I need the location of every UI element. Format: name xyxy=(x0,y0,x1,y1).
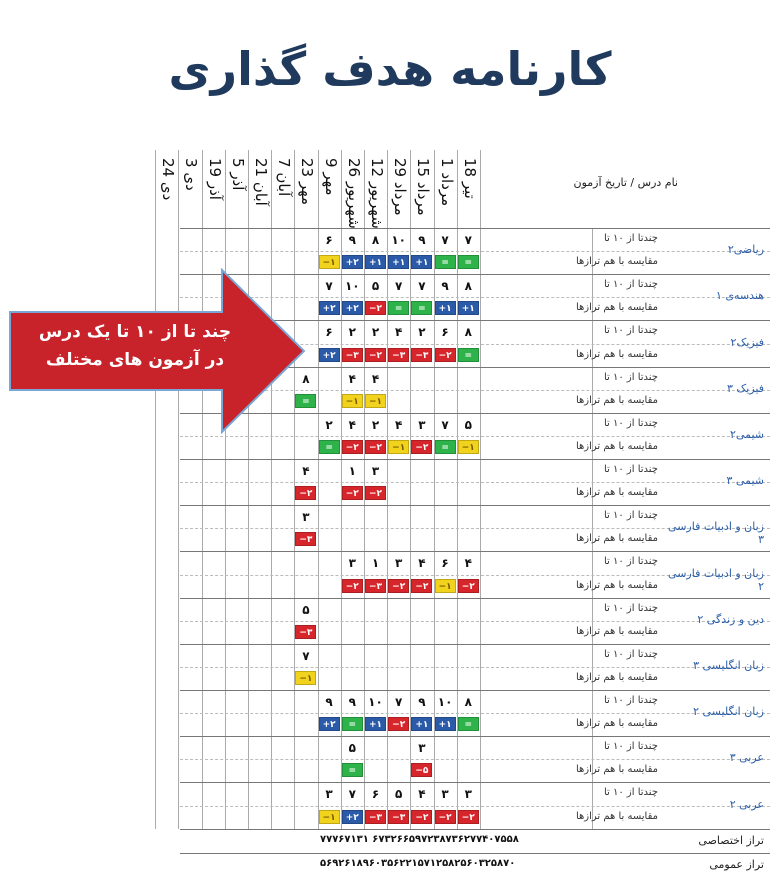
score-cell: ۶ xyxy=(325,233,333,247)
compare-badge: +۱ xyxy=(411,255,432,269)
compare-badge: −۳ xyxy=(295,532,316,546)
compare-badge: +۲ xyxy=(319,301,340,315)
footer-label: تراز اختصاصی xyxy=(698,833,764,847)
score-cell: ۳ xyxy=(418,417,426,432)
compare-row-label: مقایسه با هم ترازها xyxy=(575,487,658,499)
score-row-label: چندتا از ۱۰ تا xyxy=(603,602,658,614)
score-cell: ۱۰ xyxy=(391,233,407,247)
score-cell: ۴ xyxy=(371,371,380,386)
page-title: کارنامه هدف گذاری xyxy=(168,42,612,96)
footer-separator xyxy=(180,829,770,830)
compare-badge: = xyxy=(458,717,479,731)
score-cell: ۱ xyxy=(348,464,356,478)
footer-value: ۵۶۹۲۶۱۸۹۶۰۳۵۶۲۲۱۵۷۱۲۵۸۲۵۶۰۳۲۵۸۷۰ xyxy=(320,857,516,869)
subject-name[interactable]: شیمی ۳ xyxy=(726,474,764,488)
score-cell: ۶ xyxy=(371,787,380,802)
score-cell: ۷ xyxy=(302,648,310,663)
column-header-label: مهر 9 xyxy=(321,158,340,196)
compare-badge: = xyxy=(388,301,409,315)
subject-name[interactable]: شیمی۲ xyxy=(730,427,764,441)
score-cell: ۶ xyxy=(325,325,333,340)
column-header-label: آبان 7 xyxy=(275,158,294,197)
score-cell: ۸ xyxy=(464,279,472,294)
column-header-label: شهریور 12 xyxy=(368,158,386,229)
score-cell: ۳ xyxy=(395,556,403,571)
compare-badge: −۲ xyxy=(365,440,386,454)
row-separator xyxy=(180,551,770,552)
compare-badge: −۱ xyxy=(295,671,316,685)
callout-text xyxy=(20,318,250,374)
subject-name[interactable]: عربی ۳ xyxy=(729,751,764,765)
score-cell: ۹ xyxy=(348,695,356,709)
score-cell: ۴ xyxy=(464,556,472,571)
score-cell: ۹ xyxy=(418,695,426,709)
score-cell: ۳ xyxy=(348,556,356,571)
score-cell: ۹ xyxy=(441,279,449,294)
compare-badge: −۲ xyxy=(295,486,316,500)
score-cell: ۸ xyxy=(302,371,310,386)
compare-badge: +۱ xyxy=(435,717,456,731)
compare-badge: −۱ xyxy=(458,440,479,454)
column-header-label: مرداد 29 xyxy=(391,158,410,216)
compare-badge: +۱ xyxy=(365,255,386,269)
score-cell: ۴ xyxy=(418,556,426,571)
compare-badge: −۱ xyxy=(365,394,386,408)
score-row-label: چندتا از ۱۰ تا xyxy=(603,417,658,429)
score-cell: ۴ xyxy=(348,371,356,386)
column-header xyxy=(459,158,481,228)
compare-badge: +۱ xyxy=(458,301,479,315)
compare-badge: −۲ xyxy=(342,486,363,500)
compare-badge: +۱ xyxy=(411,717,432,731)
score-cell: ۷ xyxy=(441,417,449,432)
column-header xyxy=(343,158,365,228)
score-cell: ۱۰ xyxy=(368,695,383,709)
score-cell: ۳ xyxy=(441,787,449,802)
column-header xyxy=(180,158,202,228)
compare-badge: −۳ xyxy=(388,810,409,824)
subject-name[interactable]: زبان و ادبیات فارسی ۳ xyxy=(668,520,764,547)
compare-row-label: مقایسه با هم ترازها xyxy=(575,810,658,822)
compare-row-label: مقایسه با هم ترازها xyxy=(575,533,658,545)
score-cell: ۹ xyxy=(325,695,333,709)
compare-badge: +۲ xyxy=(319,348,340,362)
score-cell: ۸ xyxy=(371,233,380,247)
score-cell: ۳ xyxy=(464,787,472,802)
compare-badge: +۲ xyxy=(342,301,363,315)
compare-badge: −۲ xyxy=(411,440,432,454)
column-header-label: مهر 23 xyxy=(298,158,317,206)
compare-row-label: مقایسه با هم ترازها xyxy=(575,718,658,730)
callout-line-2: در آزمون های مختلف xyxy=(45,350,225,370)
compare-badge: −۱ xyxy=(319,255,340,269)
score-row-label: چندتا از ۱۰ تا xyxy=(603,741,658,753)
compare-row-label: مقایسه با هم ترازها xyxy=(575,302,658,314)
row-separator xyxy=(180,736,770,737)
column-header-label: دی 3 xyxy=(182,158,201,191)
compare-row-label: مقایسه با هم ترازها xyxy=(575,764,658,776)
compare-badge: −۳ xyxy=(388,348,409,362)
score-cell: ۷ xyxy=(441,233,449,247)
header-label: نام درس / تاریخ آزمون xyxy=(573,176,678,189)
compare-badge: −۵ xyxy=(411,763,432,777)
subject-name[interactable]: ریاضی۲ xyxy=(727,243,764,257)
score-cell: ۷ xyxy=(348,787,356,802)
compare-badge: −۱ xyxy=(342,394,363,408)
footer-label: تراز عمومی xyxy=(709,857,764,871)
score-cell: ۸ xyxy=(464,325,472,340)
subject-name[interactable]: زبان و ادبیات فارسی ۲ xyxy=(668,566,764,593)
compare-badge: −۳ xyxy=(365,579,386,593)
column-header-label: آبان 21 xyxy=(252,158,270,206)
column-header xyxy=(157,158,179,228)
score-cell: ۵ xyxy=(464,417,472,432)
column-header-label: شهریور 26 xyxy=(344,158,363,229)
compare-badge: −۳ xyxy=(411,348,432,362)
compare-badge: = xyxy=(458,255,479,269)
compare-row-label: مقایسه با هم ترازها xyxy=(575,394,658,406)
score-cell: ۶ xyxy=(441,325,449,340)
score-cell: ۳ xyxy=(325,787,333,802)
column-header xyxy=(366,158,388,228)
compare-row-label: مقایسه با هم ترازها xyxy=(575,625,658,637)
footer-value: ۷۷۷۶۷۱۳۱ ۶۷۳۲۶۶۵۹۷۲۳۸۷۳۶۲۷۷۴۰۷۵۵۸ xyxy=(320,833,519,845)
score-cell: ۷ xyxy=(464,233,472,247)
column-header xyxy=(250,158,272,228)
compare-badge: −۲ xyxy=(435,348,456,362)
score-cell: ۴ xyxy=(418,787,426,802)
score-cell: ۷ xyxy=(418,279,426,294)
compare-row-label: مقایسه با هم ترازها xyxy=(575,348,658,360)
score-cell: ۴ xyxy=(302,464,310,478)
score-cell: ۳ xyxy=(371,464,380,478)
compare-badge: −۱ xyxy=(388,440,409,454)
column-header-label: دی 24 xyxy=(159,158,178,201)
score-cell: ۴ xyxy=(395,325,403,340)
row-separator xyxy=(180,644,770,645)
score-cell: ۵ xyxy=(371,279,380,294)
report-card xyxy=(159,150,770,871)
compare-badge: = xyxy=(411,301,432,315)
score-cell: ۴ xyxy=(395,417,403,432)
score-row-label: چندتا از ۱۰ تا xyxy=(603,695,658,706)
compare-row-label: مقایسه با هم ترازها xyxy=(575,671,658,683)
compare-row-label: مقایسه با هم ترازها xyxy=(575,440,658,452)
compare-badge: −۲ xyxy=(411,810,432,824)
subject-name[interactable]: عربی ۲ xyxy=(729,797,764,811)
compare-badge: +۲ xyxy=(342,810,363,824)
compare-badge: = xyxy=(342,763,363,777)
compare-badge: −۲ xyxy=(458,579,479,593)
subject-name[interactable]: زبان انگلیسی ۲ xyxy=(693,705,764,719)
score-cell: ۴ xyxy=(348,417,356,432)
score-cell: ۷ xyxy=(395,279,403,294)
score-cell: ۳ xyxy=(418,741,426,756)
subject-name[interactable]: دین و زندگی ۲ xyxy=(697,612,764,626)
compare-badge: −۳ xyxy=(295,625,316,639)
score-cell: ۵ xyxy=(395,787,403,802)
compare-badge: −۲ xyxy=(388,717,409,731)
compare-badge: +۱ xyxy=(435,301,456,315)
score-row-label: چندتا از ۱۰ تا xyxy=(603,279,658,291)
footer-separator xyxy=(180,853,770,854)
score-row-label: چندتا از ۱۰ تا xyxy=(603,464,658,475)
row-separator xyxy=(180,505,770,506)
compare-badge: −۲ xyxy=(365,301,386,315)
compare-badge: −۲ xyxy=(365,348,386,362)
subject-name[interactable]: فیزیک ۳ xyxy=(727,381,764,395)
compare-badge: −۲ xyxy=(342,579,363,593)
score-row-label: چندتا از ۱۰ تا xyxy=(603,648,658,660)
compare-badge: = xyxy=(458,348,479,362)
column-header xyxy=(227,158,249,228)
score-cell: ۵ xyxy=(302,602,310,617)
column-header xyxy=(273,158,295,228)
score-cell: ۸ xyxy=(464,695,472,709)
compare-badge: −۲ xyxy=(365,486,386,500)
compare-badge: = xyxy=(295,394,316,408)
score-cell: ۲ xyxy=(325,417,333,432)
callout-line-1: چند تا از ۱۰ تا یک درس xyxy=(38,322,232,342)
column-header-label: مرداد 15 xyxy=(414,158,433,216)
compare-row-label: مقایسه با هم ترازها xyxy=(575,256,658,268)
compare-badge: −۳ xyxy=(365,810,386,824)
compare-badge: = xyxy=(342,717,363,731)
compare-badge: +۱ xyxy=(388,255,409,269)
row-separator xyxy=(180,598,770,599)
score-row-label: چندتا از ۱۰ تا xyxy=(603,325,658,337)
score-row-label: چندتا از ۱۰ تا xyxy=(603,371,658,383)
column-header xyxy=(320,158,342,228)
score-cell: ۶ xyxy=(441,556,449,571)
row-separator xyxy=(180,459,770,460)
row-separator xyxy=(180,690,770,691)
score-cell: ۹ xyxy=(348,233,356,247)
score-cell: ۳ xyxy=(302,510,310,525)
score-row-label: چندتا از ۱۰ تا xyxy=(603,787,658,799)
compare-badge: −۳ xyxy=(342,348,363,362)
score-cell: ۲ xyxy=(418,325,426,340)
score-cell: ۲ xyxy=(371,417,380,432)
column-header xyxy=(296,158,318,228)
subject-name[interactable]: هندسه‌ی ۱ xyxy=(715,289,764,303)
column-header xyxy=(436,158,458,228)
compare-badge: +۲ xyxy=(319,717,340,731)
compare-row-label: مقایسه با هم ترازها xyxy=(575,579,658,591)
column-header xyxy=(204,158,226,228)
score-row-label: چندتا از ۱۰ تا xyxy=(603,510,658,522)
column-header xyxy=(389,158,411,228)
column-header-label: تیر 18 xyxy=(460,158,479,199)
score-cell: ۱۰ xyxy=(344,279,360,294)
score-cell: ۵ xyxy=(348,741,356,756)
column-header-label: مرداد 1 xyxy=(437,158,456,207)
subject-name[interactable]: فیزیک۲ xyxy=(730,335,764,349)
row-separator xyxy=(180,782,770,783)
compare-badge: −۲ xyxy=(435,810,456,824)
score-cell: ۲ xyxy=(348,325,356,340)
compare-badge: −۲ xyxy=(458,810,479,824)
column-divider xyxy=(155,150,156,829)
compare-badge: −۲ xyxy=(342,440,363,454)
compare-badge: −۲ xyxy=(388,579,409,593)
column-header-label: آذر 19 xyxy=(205,158,224,200)
subject-name[interactable]: زبان انگلیسی ۳ xyxy=(693,658,764,672)
compare-badge: +۲ xyxy=(342,255,363,269)
compare-badge: = xyxy=(435,255,456,269)
score-cell: ۱۰ xyxy=(437,695,453,709)
row-separator xyxy=(180,228,770,229)
score-cell: ۱ xyxy=(371,556,380,571)
compare-badge: +۱ xyxy=(365,717,386,731)
score-cell: ۲ xyxy=(371,325,380,340)
score-cell: ۷ xyxy=(395,695,403,709)
score-row-label: چندتا از ۱۰ تا xyxy=(603,556,658,568)
column-header-label: آذر 5 xyxy=(228,158,247,191)
score-cell: ۷ xyxy=(325,279,333,294)
compare-badge: −۱ xyxy=(319,810,340,824)
column-header xyxy=(412,158,434,228)
compare-badge: −۲ xyxy=(411,579,432,593)
compare-badge: = xyxy=(435,440,456,454)
score-row-label: چندتا از ۱۰ تا xyxy=(603,233,658,244)
compare-badge: = xyxy=(319,440,340,454)
score-cell: ۹ xyxy=(418,233,426,247)
compare-badge: −۱ xyxy=(435,579,456,593)
